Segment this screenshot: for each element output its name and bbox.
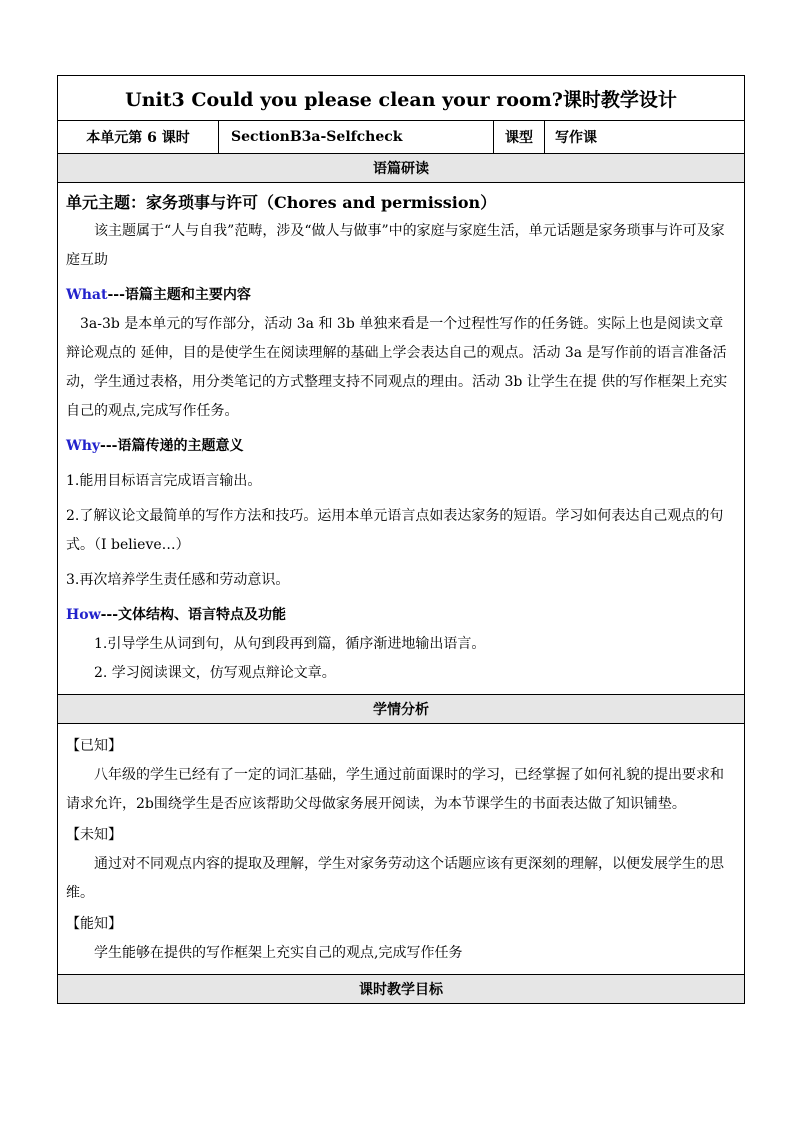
how-key: How [66, 607, 101, 623]
known-text: 八年级的学生已经有了一定的词汇基础，学生通过前面课时的学习，已经掌握了如何礼貌的提出要求和请求允许，2b围绕学生是否应该帮助父母做家务展开阅读，为本节课学生的书面表达做了知识铺垫。 [66, 767, 724, 812]
what-heading [66, 281, 736, 310]
lesson-number-cell: 本单元第 6 课时 [58, 121, 219, 153]
unknown-text: 通过对不同观点内容的提取及理解，学生对家务劳动这个话题应该有更深刻的理解，以便发展学生的思维。 [66, 856, 724, 901]
able-label: 【能知】 [66, 916, 122, 932]
why-item: 3.再次培养学生责任感和劳动意识。 [66, 572, 290, 588]
document-title: Unit3 Could you please clean your room?课时教学设计 [58, 76, 744, 121]
how-item: 1.引导学生从词到句，从句到段再到篇，循序渐进地输出语言。 [94, 636, 486, 652]
student-analysis-header: 学情分析 [58, 695, 744, 724]
why-key: Why [66, 438, 101, 454]
how-label: ---文体结构、语言特点及功能 [100, 607, 287, 623]
how-item: 2. 学习阅读课文，仿写观点辩论文章。 [94, 665, 336, 681]
lesson-plan-table [57, 75, 745, 1004]
what-label: ---语篇主题和主要内容 [107, 287, 251, 303]
reading-analysis-body [58, 183, 744, 695]
unit-theme: 单元主题：家务琐事与许可（Chores and permission） [66, 193, 497, 212]
unknown-label: 【未知】 [66, 827, 122, 843]
known-label: 【已知】 [66, 738, 122, 754]
lesson-type-value: 写作课 [555, 130, 597, 146]
what-key: What [66, 287, 108, 303]
able-text: 学生能够在提供的写作框架上充实自己的观点,完成写作任务 [94, 945, 463, 961]
why-item: 2.了解议论文最简单的写作方法和技巧。运用本单元语言点如表达家务的短语。学习如何表达自己观点的句式。（I believe…） [66, 508, 724, 553]
reading-analysis-header: 语篇研读 [58, 154, 744, 183]
info-row [58, 121, 744, 154]
why-item: 1.能用目标语言完成语言输出。 [66, 473, 262, 489]
theme-intro: 该主题属于“人与自我”范畴，涉及“做人与做事”中的家庭与家庭生活，单元话题是家务琐事与许可及家庭互助 [66, 223, 725, 268]
student-analysis-body [58, 724, 744, 975]
why-heading [66, 432, 736, 461]
section-cell: SectionB3a-Selfcheck [219, 121, 494, 153]
how-heading [66, 601, 736, 630]
lesson-type-label: 课型 [494, 121, 545, 153]
why-label: ---语篇传递的主题意义 [100, 438, 244, 454]
objectives-header: 课时教学目标 [58, 975, 744, 1003]
what-text: 3a-3b 是本单元的写作部分，活动 3a 和 3b 单独来看是一个过程性写作的任务链。实际上也是阅读文章辩论观点的 延伸，目的是使学生在阅读理解的基础上学会表达自己的观点。活动 3a 是写作前的语言准备活动，学生通过表格，用分类笔记的方式整理支持不同观点的理由。活动 3b 让学生在提 供的写作框架上充实自己的观点,完成写作任务。 [66, 316, 728, 419]
